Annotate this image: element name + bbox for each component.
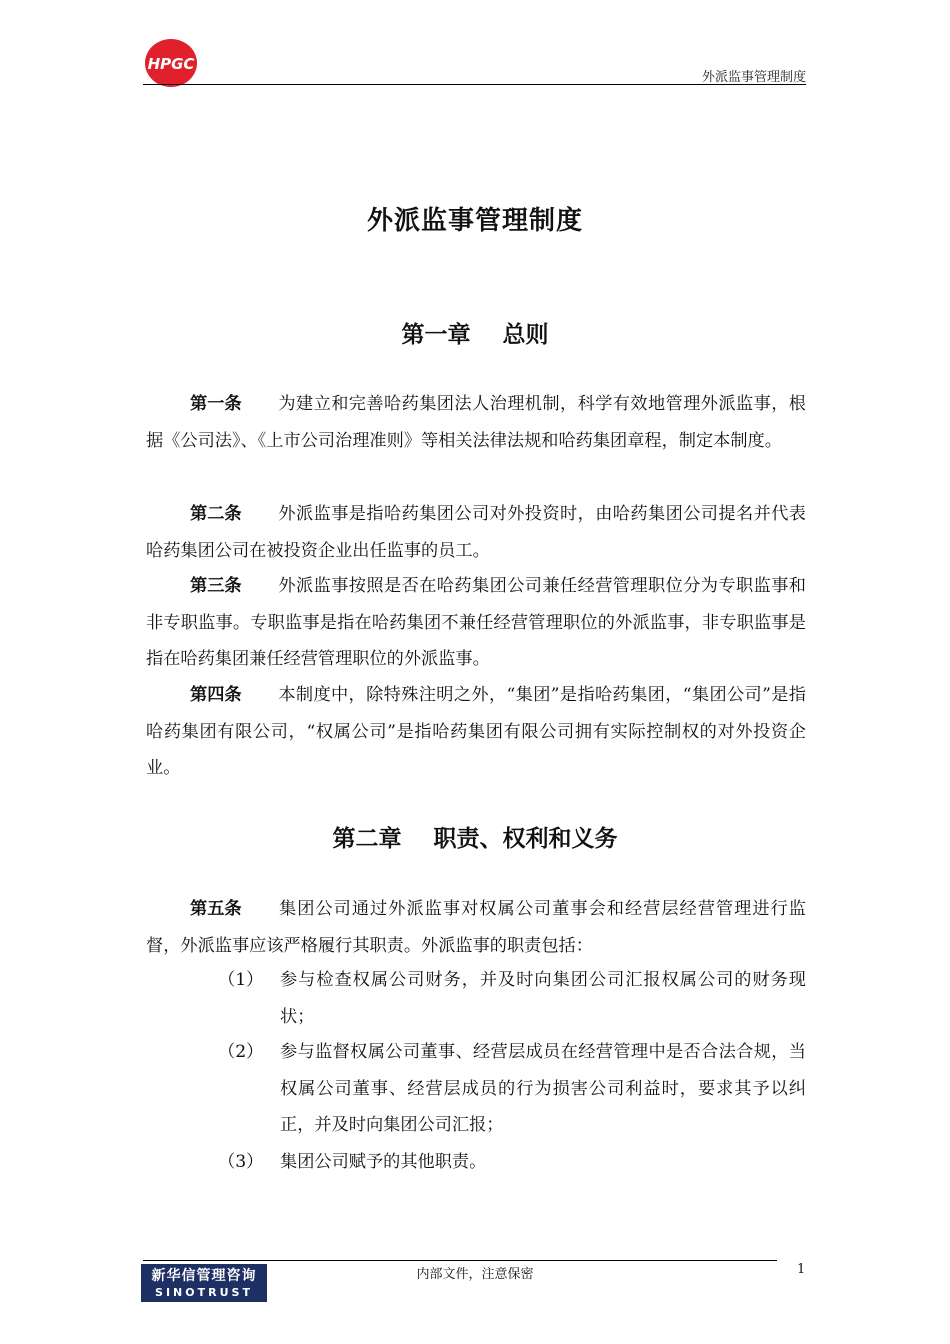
article-text: 外派监事按照是否在哈药集团公司兼任经营管理职位分为专职监事和非专职监事。专职监事是指在哈药集团不兼任经营管理职位的外派监事，非专职监事是指在哈药集团兼任经营管理职位的外派监事。: [146, 576, 806, 670]
list-item-number: （2）: [218, 1042, 264, 1062]
list-item: [218, 1034, 806, 1144]
article-label: 第三条: [190, 576, 242, 596]
article-label: 第二条: [190, 504, 242, 524]
list-item-number: （3）: [218, 1152, 264, 1172]
article: [146, 496, 806, 569]
list-item-number: （1）: [218, 970, 264, 990]
chapter-heading: 第一章 总则: [401, 322, 549, 348]
hpgc-logo: [141, 38, 199, 88]
article-text: 本制度中，除特殊注明之外，“集团”是指哈药集团，“集团公司”是指哈药集团有限公司，“权属公司”是指哈药集团有限公司拥有实际控制权的对外投资企业。: [146, 685, 806, 779]
article: [146, 386, 806, 459]
svg-text:HPGC: HPGC: [147, 55, 195, 73]
list-item: [218, 1144, 806, 1181]
article-label: 第五条: [190, 899, 242, 919]
article: [146, 568, 806, 678]
article: [146, 677, 806, 787]
article-label: 第四条: [190, 685, 242, 705]
header-divider: [143, 84, 806, 85]
confidentiality-note: 内部文件，注意保密: [416, 1267, 534, 1282]
sinotrust-logo-en: SINOTRUST: [155, 1286, 253, 1299]
article-text: 集团公司通过外派监事对权属公司董事会和经营层经营管理进行监督，外派监事应该严格履行其职责。外派监事的职责包括：: [146, 899, 806, 956]
header-title: 外派监事管理制度: [701, 70, 806, 85]
sinotrust-logo-cn: 新华信管理咨询: [151, 1268, 257, 1284]
page-number: 1: [797, 1262, 806, 1277]
footer-divider: [143, 1260, 777, 1261]
article: [146, 891, 806, 964]
list-item-text: 参与检查权属公司财务，并及时向集团公司汇报权属公司的财务现状；: [280, 970, 806, 1027]
list-item: [218, 962, 806, 1035]
article-text: 为建立和完善哈药集团法人治理机制，科学有效地管理外派监事，根据《公司法》、《上市公司治理准则》等相关法律法规和哈药集团章程，制定本制度。: [146, 394, 806, 451]
document-title: 外派监事管理制度: [366, 206, 583, 236]
article-text: 外派监事是指哈药集团公司对外投资时，由哈药集团公司提名并代表哈药集团公司在被投资企业出任监事的员工。: [146, 504, 806, 561]
list-item-text: 集团公司赋予的其他职责。: [280, 1152, 487, 1172]
article-label: 第一条: [190, 394, 242, 414]
chapter-heading: 第二章 职责、权利和义务: [332, 826, 618, 852]
list-item-text: 参与监督权属公司董事、经营层成员在经营管理中是否合法合规，当权属公司董事、经营层成员的行为损害公司利益时，要求其予以纠正，并及时向集团公司汇报；: [280, 1042, 806, 1136]
